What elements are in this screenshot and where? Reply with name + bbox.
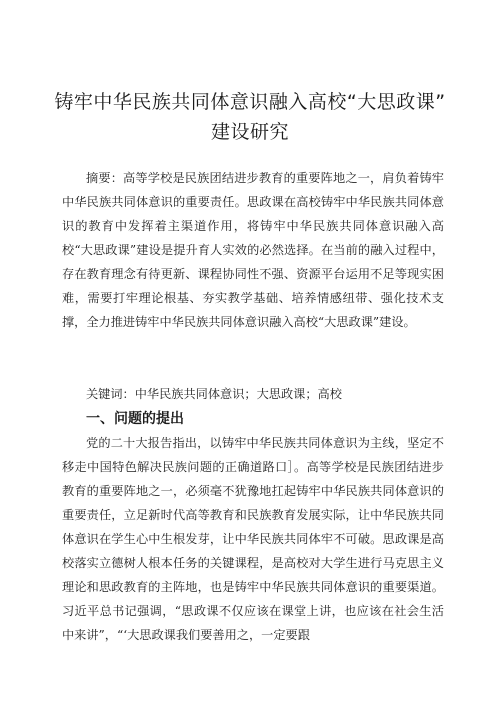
section-1-paragraph: 党的二十大报告指出，以铸牢中华民族共同体意识为主线，坚定不移走中国特色解决民族问题的正确道路口］。高等学校是民族团结进步教育的重要阵地之一，必须毫不犹豫地扛起铸牢中华民族共同体意识的重要责任，立足新时代高等教育和民族教育发展实际，让中华民族共同体意识在学生心中生根发芽，让中华民族共同体牢不可破。思政课是高校落实立德树人根本任务的关键课程，是高校对大学生进行马克思主义理论和思政教育的主阵地，也是铸牢中华民族共同体意识的重要渠道。习近平总书记强调，“思政课不仅应该在课堂上讲，也应该在社会生活中来讲”，“‘大思政课我们要善用之，一定要跟 [62,436,444,642]
section-heading-1: 一、问题的提出 [86,411,184,427]
document-title-line-2: 建设研究 [210,121,289,143]
abstract-paragraph: 摘要：高等学校是民族团结进步教育的重要阵地之一，肩负着铸牢中华民族共同体意识的重要责任。思政课在高校铸牢中华民族共同体意识的教育中发挥着主渠道作用，将铸牢中华民族共同体意识融入高校“大思政课”建设是提升育人实效的必然选择。在当前的融入过程中，存在教育理念有待更新、课程协同性不强、资源平台运用不足等现实困难，需要打牢理论根基、夯实教学基础、培养情感纽带、强化技术支撑，全力推进铸牢中华民族共同体意识融入高校“大思政课”建设。 [62,171,444,329]
keywords-paragraph: 关键词：中华民族共同体意识；大思政课；高校 [86,387,342,401]
document-title-line-1: 铸牢中华民族共同体意识融入高校“大思政课” [54,91,446,113]
